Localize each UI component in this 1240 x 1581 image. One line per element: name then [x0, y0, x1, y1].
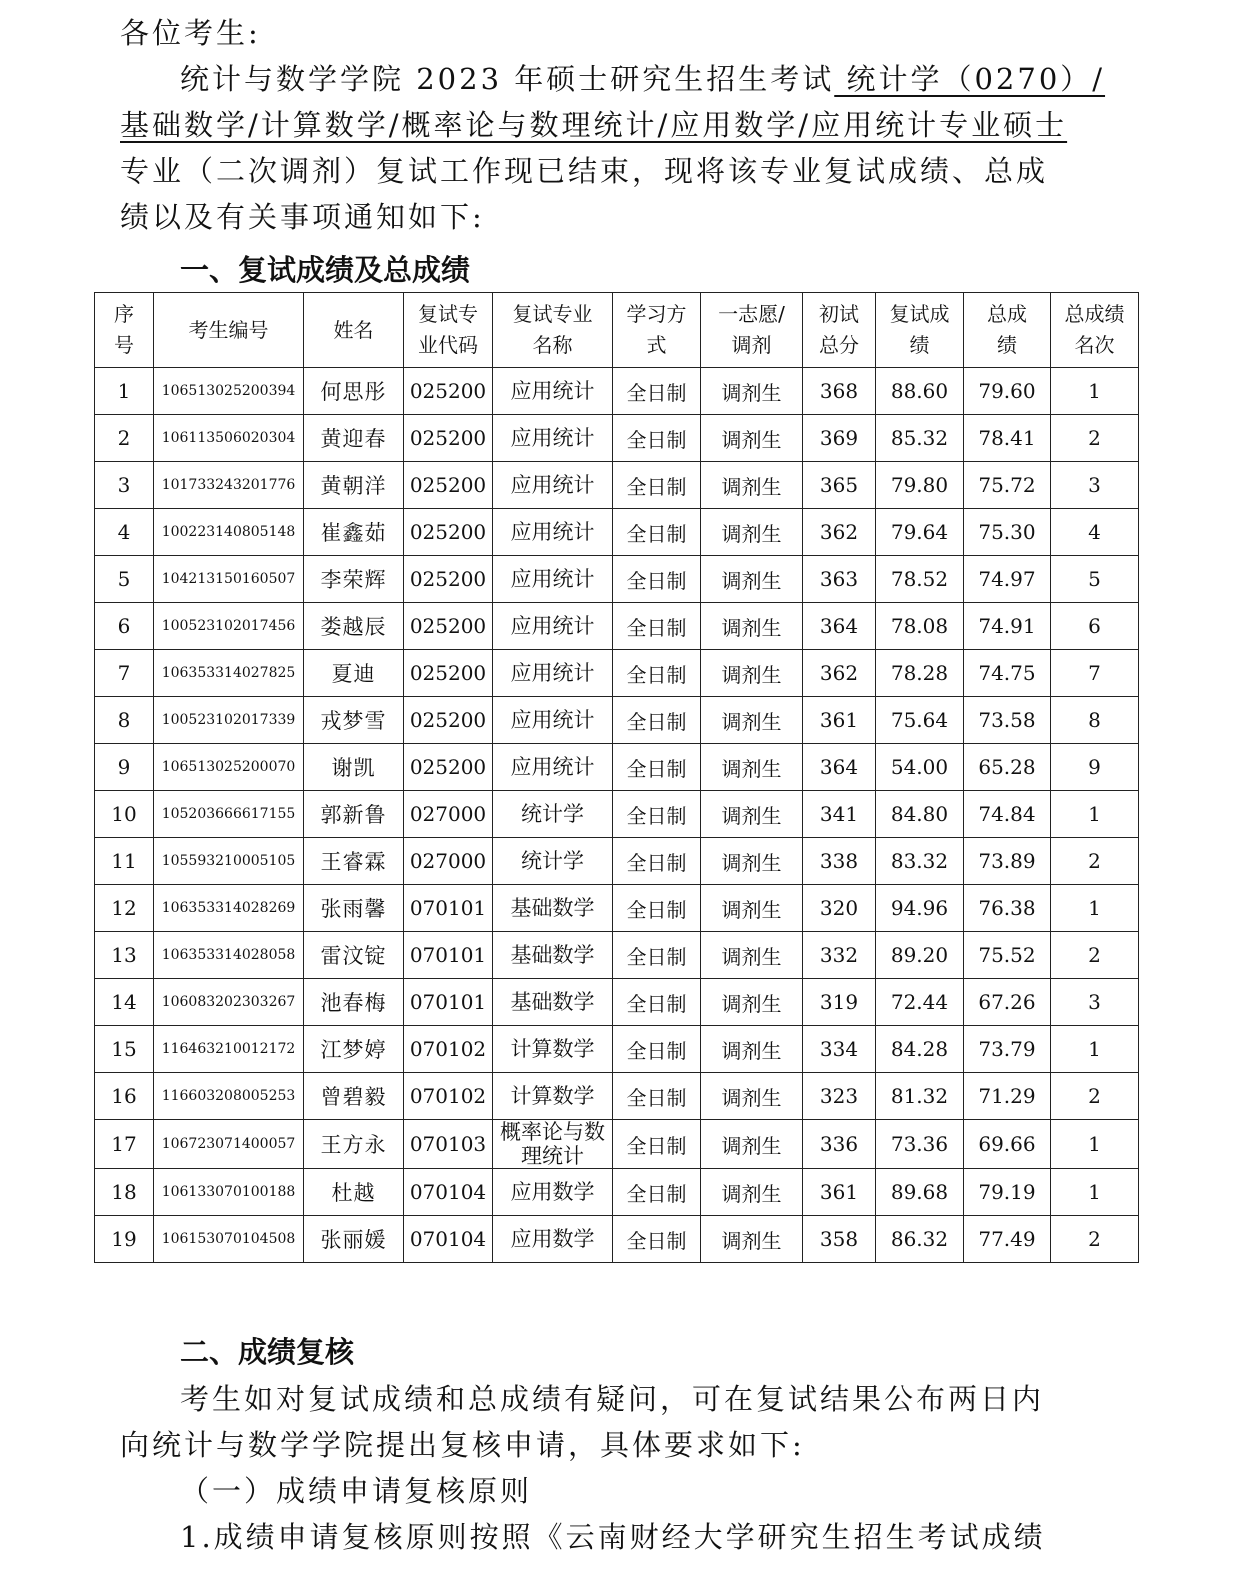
table-row [95, 556, 1139, 603]
cell-total-score: 77.49 [964, 1216, 1051, 1263]
cell-major-name: 应用数学 [493, 1169, 613, 1216]
cell-major-name: 应用数学 [493, 1216, 613, 1263]
header-candidate-id: 考生编号 [154, 293, 304, 368]
cell-rank: 1 [1051, 885, 1139, 932]
cell-initial-score: 369 [803, 415, 876, 462]
cell-initial-score: 341 [803, 791, 876, 838]
cell-admission-type: 调剂生 [701, 1120, 803, 1169]
cell-candidate-id: 100523102017339 [154, 697, 304, 744]
cell-retest-score: 78.08 [876, 603, 964, 650]
cell-candidate-id: 106083202303267 [154, 979, 304, 1026]
cell-admission-type: 调剂生 [701, 1169, 803, 1216]
table-row [95, 979, 1139, 1026]
cell-candidate-id: 106723071400057 [154, 1120, 304, 1169]
cell-initial-score: 319 [803, 979, 876, 1026]
table-row [95, 603, 1139, 650]
cell-candidate-id: 116463210012172 [154, 1026, 304, 1073]
header-major-name: 复试专业 名称 [493, 293, 613, 368]
cell-retest-score: 81.32 [876, 1073, 964, 1120]
intro-line-3: 专业（二次调剂）复试工作现已结束，现将该专业复试成绩、总成 [120, 154, 1049, 188]
cell-seq: 15 [95, 1026, 154, 1073]
cell-major-name: 基础数学 [493, 885, 613, 932]
cell-major-code: 025200 [404, 509, 493, 556]
cell-total-score: 79.19 [964, 1169, 1051, 1216]
cell-name: 李荣辉 [304, 556, 404, 603]
cell-total-score: 67.26 [964, 979, 1051, 1026]
cell-total-score: 74.84 [964, 791, 1051, 838]
cell-rank: 1 [1051, 1120, 1139, 1169]
cell-rank: 5 [1051, 556, 1139, 603]
cell-major-name: 应用统计 [493, 650, 613, 697]
cell-rank: 8 [1051, 697, 1139, 744]
cell-major-code: 025200 [404, 650, 493, 697]
cell-seq: 19 [95, 1216, 154, 1263]
cell-rank: 6 [1051, 603, 1139, 650]
cell-major-name: 计算数学 [493, 1026, 613, 1073]
cell-major-code: 070102 [404, 1026, 493, 1073]
cell-admission-type: 调剂生 [701, 650, 803, 697]
cell-seq: 10 [95, 791, 154, 838]
cell-study-mode: 全日制 [613, 1216, 701, 1263]
cell-total-score: 65.28 [964, 744, 1051, 791]
cell-major-code: 027000 [404, 838, 493, 885]
cell-seq: 14 [95, 979, 154, 1026]
cell-name: 王睿霖 [304, 838, 404, 885]
cell-name: 娄越辰 [304, 603, 404, 650]
cell-study-mode: 全日制 [613, 979, 701, 1026]
intro-line-1-prefix: 统计与数学学院 2023 年硕士研究生招生考试 [180, 62, 835, 96]
header-major-code: 复试专 业代码 [404, 293, 493, 368]
cell-initial-score: 332 [803, 932, 876, 979]
cell-initial-score: 362 [803, 509, 876, 556]
cell-name: 张丽媛 [304, 1216, 404, 1263]
section-2-para-line-2: 向统计与数学学院提出复核申请，具体要求如下: [120, 1428, 805, 1462]
cell-study-mode: 全日制 [613, 415, 701, 462]
cell-admission-type: 调剂生 [701, 1216, 803, 1263]
cell-rank: 2 [1051, 1073, 1139, 1120]
cell-study-mode: 全日制 [613, 462, 701, 509]
cell-candidate-id: 105593210005105 [154, 838, 304, 885]
cell-study-mode: 全日制 [613, 556, 701, 603]
cell-name: 夏迪 [304, 650, 404, 697]
cell-rank: 2 [1051, 838, 1139, 885]
cell-rank: 1 [1051, 368, 1139, 415]
cell-seq: 2 [95, 415, 154, 462]
cell-major-name: 应用统计 [493, 744, 613, 791]
cell-initial-score: 364 [803, 744, 876, 791]
cell-admission-type: 调剂生 [701, 462, 803, 509]
cell-candidate-id: 106513025200070 [154, 744, 304, 791]
header-admission-type: 一志愿/ 调剂 [701, 293, 803, 368]
cell-name: 谢凯 [304, 744, 404, 791]
cell-study-mode: 全日制 [613, 1120, 701, 1169]
table-row [95, 791, 1139, 838]
cell-retest-score: 73.36 [876, 1120, 964, 1169]
cell-name: 郭新鲁 [304, 791, 404, 838]
cell-candidate-id: 106113506020304 [154, 415, 304, 462]
cell-total-score: 71.29 [964, 1073, 1051, 1120]
cell-seq: 13 [95, 932, 154, 979]
item-1: 1.成绩申请复核原则按照《云南财经大学研究生招生考试成绩 [180, 1520, 1046, 1554]
cell-major-name: 应用统计 [493, 556, 613, 603]
cell-name: 雷汶锭 [304, 932, 404, 979]
cell-candidate-id: 116603208005253 [154, 1073, 304, 1120]
intro-line-4: 绩以及有关事项通知如下: [120, 200, 485, 234]
cell-initial-score: 334 [803, 1026, 876, 1073]
cell-initial-score: 320 [803, 885, 876, 932]
cell-study-mode: 全日制 [613, 1169, 701, 1216]
cell-candidate-id: 101733243201776 [154, 462, 304, 509]
cell-study-mode: 全日制 [613, 603, 701, 650]
cell-study-mode: 全日制 [613, 885, 701, 932]
cell-candidate-id: 105203666617155 [154, 791, 304, 838]
cell-rank: 2 [1051, 932, 1139, 979]
table-row [95, 1026, 1139, 1073]
cell-name: 张雨馨 [304, 885, 404, 932]
table-row [95, 838, 1139, 885]
cell-rank: 2 [1051, 415, 1139, 462]
cell-retest-score: 89.68 [876, 1169, 964, 1216]
cell-initial-score: 361 [803, 697, 876, 744]
cell-study-mode: 全日制 [613, 932, 701, 979]
section-2-title: 二、成绩复核 [180, 1335, 355, 1369]
cell-total-score: 75.72 [964, 462, 1051, 509]
header-initial-score: 初试 总分 [803, 293, 876, 368]
cell-admission-type: 调剂生 [701, 368, 803, 415]
cell-rank: 1 [1051, 1169, 1139, 1216]
header-total-score: 总成 绩 [964, 293, 1051, 368]
cell-major-name: 基础数学 [493, 979, 613, 1026]
cell-major-name: 应用统计 [493, 509, 613, 556]
table-row [95, 1073, 1139, 1120]
cell-major-code: 025200 [404, 462, 493, 509]
cell-rank: 9 [1051, 744, 1139, 791]
table-row [95, 697, 1139, 744]
cell-total-score: 79.60 [964, 368, 1051, 415]
subsection-title: （一）成绩申请复核原则 [180, 1474, 533, 1508]
cell-seq: 16 [95, 1073, 154, 1120]
table-body [95, 368, 1139, 1263]
cell-candidate-id: 100523102017456 [154, 603, 304, 650]
cell-study-mode: 全日制 [613, 791, 701, 838]
cell-retest-score: 88.60 [876, 368, 964, 415]
cell-rank: 1 [1051, 791, 1139, 838]
cell-major-code: 025200 [404, 697, 493, 744]
section-1-title: 一、复试成绩及总成绩 [180, 253, 471, 287]
grades-table [94, 292, 1139, 1263]
cell-major-code: 070101 [404, 979, 493, 1026]
cell-candidate-id: 106353314027825 [154, 650, 304, 697]
cell-total-score: 75.30 [964, 509, 1051, 556]
cell-total-score: 74.75 [964, 650, 1051, 697]
cell-retest-score: 54.00 [876, 744, 964, 791]
cell-study-mode: 全日制 [613, 368, 701, 415]
cell-major-code: 070104 [404, 1216, 493, 1263]
cell-seq: 8 [95, 697, 154, 744]
cell-study-mode: 全日制 [613, 697, 701, 744]
cell-major-code: 025200 [404, 415, 493, 462]
cell-name: 崔鑫茹 [304, 509, 404, 556]
cell-seq: 1 [95, 368, 154, 415]
intro-line-2: 基础数学/计算数学/概率论与数理统计/应用数学/应用统计专业硕士 [120, 108, 1068, 142]
cell-rank: 2 [1051, 1216, 1139, 1263]
cell-rank: 4 [1051, 509, 1139, 556]
table-row [95, 744, 1139, 791]
cell-name: 戎梦雪 [304, 697, 404, 744]
cell-admission-type: 调剂生 [701, 509, 803, 556]
cell-total-score: 76.38 [964, 885, 1051, 932]
intro-line-1 [120, 56, 1110, 102]
cell-candidate-id: 100223140805148 [154, 509, 304, 556]
table-row [95, 368, 1139, 415]
cell-admission-type: 调剂生 [701, 979, 803, 1026]
cell-major-code: 070102 [404, 1073, 493, 1120]
cell-retest-score: 85.32 [876, 415, 964, 462]
table-row [95, 885, 1139, 932]
cell-initial-score: 365 [803, 462, 876, 509]
cell-initial-score: 361 [803, 1169, 876, 1216]
cell-major-name: 基础数学 [493, 932, 613, 979]
cell-total-score: 69.66 [964, 1120, 1051, 1169]
cell-seq: 6 [95, 603, 154, 650]
cell-major-code: 027000 [404, 791, 493, 838]
cell-study-mode: 全日制 [613, 509, 701, 556]
cell-retest-score: 83.32 [876, 838, 964, 885]
cell-study-mode: 全日制 [613, 744, 701, 791]
cell-retest-score: 75.64 [876, 697, 964, 744]
table-row [95, 1169, 1139, 1216]
cell-candidate-id: 106133070100188 [154, 1169, 304, 1216]
cell-major-code: 070101 [404, 885, 493, 932]
cell-retest-score: 78.52 [876, 556, 964, 603]
cell-initial-score: 368 [803, 368, 876, 415]
cell-initial-score: 363 [803, 556, 876, 603]
cell-seq: 11 [95, 838, 154, 885]
cell-name: 黄迎春 [304, 415, 404, 462]
header-retest-score: 复试成 绩 [876, 293, 964, 368]
cell-major-name: 应用统计 [493, 415, 613, 462]
table-row [95, 415, 1139, 462]
cell-seq: 18 [95, 1169, 154, 1216]
table-row [95, 650, 1139, 697]
cell-name: 王方永 [304, 1120, 404, 1169]
cell-initial-score: 364 [803, 603, 876, 650]
cell-major-code: 070104 [404, 1169, 493, 1216]
cell-admission-type: 调剂生 [701, 556, 803, 603]
cell-total-score: 75.52 [964, 932, 1051, 979]
cell-name: 曾碧毅 [304, 1073, 404, 1120]
header-study-mode: 学习方 式 [613, 293, 701, 368]
cell-admission-type: 调剂生 [701, 744, 803, 791]
cell-initial-score: 362 [803, 650, 876, 697]
header-seq: 序 号 [95, 293, 154, 368]
cell-rank: 7 [1051, 650, 1139, 697]
cell-major-code: 025200 [404, 368, 493, 415]
cell-major-name: 统计学 [493, 838, 613, 885]
cell-seq: 7 [95, 650, 154, 697]
cell-major-name: 应用统计 [493, 603, 613, 650]
cell-initial-score: 323 [803, 1073, 876, 1120]
cell-candidate-id: 106153070104508 [154, 1216, 304, 1263]
cell-retest-score: 78.28 [876, 650, 964, 697]
cell-retest-score: 86.32 [876, 1216, 964, 1263]
cell-study-mode: 全日制 [613, 1073, 701, 1120]
cell-major-code: 070103 [404, 1120, 493, 1169]
cell-seq: 5 [95, 556, 154, 603]
cell-rank: 1 [1051, 1026, 1139, 1073]
cell-major-name: 应用统计 [493, 697, 613, 744]
cell-admission-type: 调剂生 [701, 838, 803, 885]
table-row [95, 1120, 1139, 1169]
cell-name: 江梦婷 [304, 1026, 404, 1073]
cell-total-score: 73.89 [964, 838, 1051, 885]
cell-admission-type: 调剂生 [701, 1026, 803, 1073]
cell-seq: 12 [95, 885, 154, 932]
cell-initial-score: 338 [803, 838, 876, 885]
cell-study-mode: 全日制 [613, 1026, 701, 1073]
cell-name: 黄朝洋 [304, 462, 404, 509]
table-row [95, 462, 1139, 509]
intro-line-1-underlined: 统计学（0270）/ [834, 62, 1106, 96]
cell-admission-type: 调剂生 [701, 885, 803, 932]
cell-name: 杜越 [304, 1169, 404, 1216]
cell-total-score: 74.97 [964, 556, 1051, 603]
cell-retest-score: 94.96 [876, 885, 964, 932]
cell-admission-type: 调剂生 [701, 697, 803, 744]
cell-major-name: 应用统计 [493, 462, 613, 509]
cell-retest-score: 84.80 [876, 791, 964, 838]
cell-seq: 9 [95, 744, 154, 791]
cell-major-code: 025200 [404, 744, 493, 791]
cell-total-score: 73.58 [964, 697, 1051, 744]
table-row [95, 932, 1139, 979]
table-row [95, 1216, 1139, 1263]
cell-rank: 3 [1051, 979, 1139, 1026]
header-name: 姓名 [304, 293, 404, 368]
cell-admission-type: 调剂生 [701, 415, 803, 462]
cell-seq: 17 [95, 1120, 154, 1169]
cell-major-name: 概率论与数理统计 [493, 1120, 613, 1169]
cell-candidate-id: 106513025200394 [154, 368, 304, 415]
section-2-para-line-1: 考生如对复试成绩和总成绩有疑问，可在复试结果公布两日内 [180, 1382, 1045, 1416]
cell-initial-score: 336 [803, 1120, 876, 1169]
cell-admission-type: 调剂生 [701, 791, 803, 838]
cell-retest-score: 89.20 [876, 932, 964, 979]
cell-retest-score: 84.28 [876, 1026, 964, 1073]
cell-seq: 3 [95, 462, 154, 509]
cell-candidate-id: 106353314028269 [154, 885, 304, 932]
header-row [95, 293, 1139, 368]
cell-admission-type: 调剂生 [701, 1073, 803, 1120]
cell-initial-score: 358 [803, 1216, 876, 1263]
salutation: 各位考生: [120, 16, 261, 50]
cell-name: 池春梅 [304, 979, 404, 1026]
cell-seq: 4 [95, 509, 154, 556]
cell-major-name: 计算数学 [493, 1073, 613, 1120]
cell-rank: 3 [1051, 462, 1139, 509]
cell-total-score: 78.41 [964, 415, 1051, 462]
table-row [95, 509, 1139, 556]
cell-major-name: 统计学 [493, 791, 613, 838]
cell-major-name: 应用统计 [493, 368, 613, 415]
cell-retest-score: 72.44 [876, 979, 964, 1026]
table-header [95, 293, 1139, 368]
cell-name: 何思彤 [304, 368, 404, 415]
cell-major-code: 025200 [404, 603, 493, 650]
cell-retest-score: 79.80 [876, 462, 964, 509]
cell-admission-type: 调剂生 [701, 932, 803, 979]
cell-study-mode: 全日制 [613, 838, 701, 885]
cell-total-score: 73.79 [964, 1026, 1051, 1073]
cell-major-code: 025200 [404, 556, 493, 603]
cell-candidate-id: 104213150160507 [154, 556, 304, 603]
cell-retest-score: 79.64 [876, 509, 964, 556]
cell-admission-type: 调剂生 [701, 603, 803, 650]
cell-major-code: 070101 [404, 932, 493, 979]
header-rank: 总成绩 名次 [1051, 293, 1139, 368]
cell-candidate-id: 106353314028058 [154, 932, 304, 979]
cell-study-mode: 全日制 [613, 650, 701, 697]
cell-total-score: 74.91 [964, 603, 1051, 650]
